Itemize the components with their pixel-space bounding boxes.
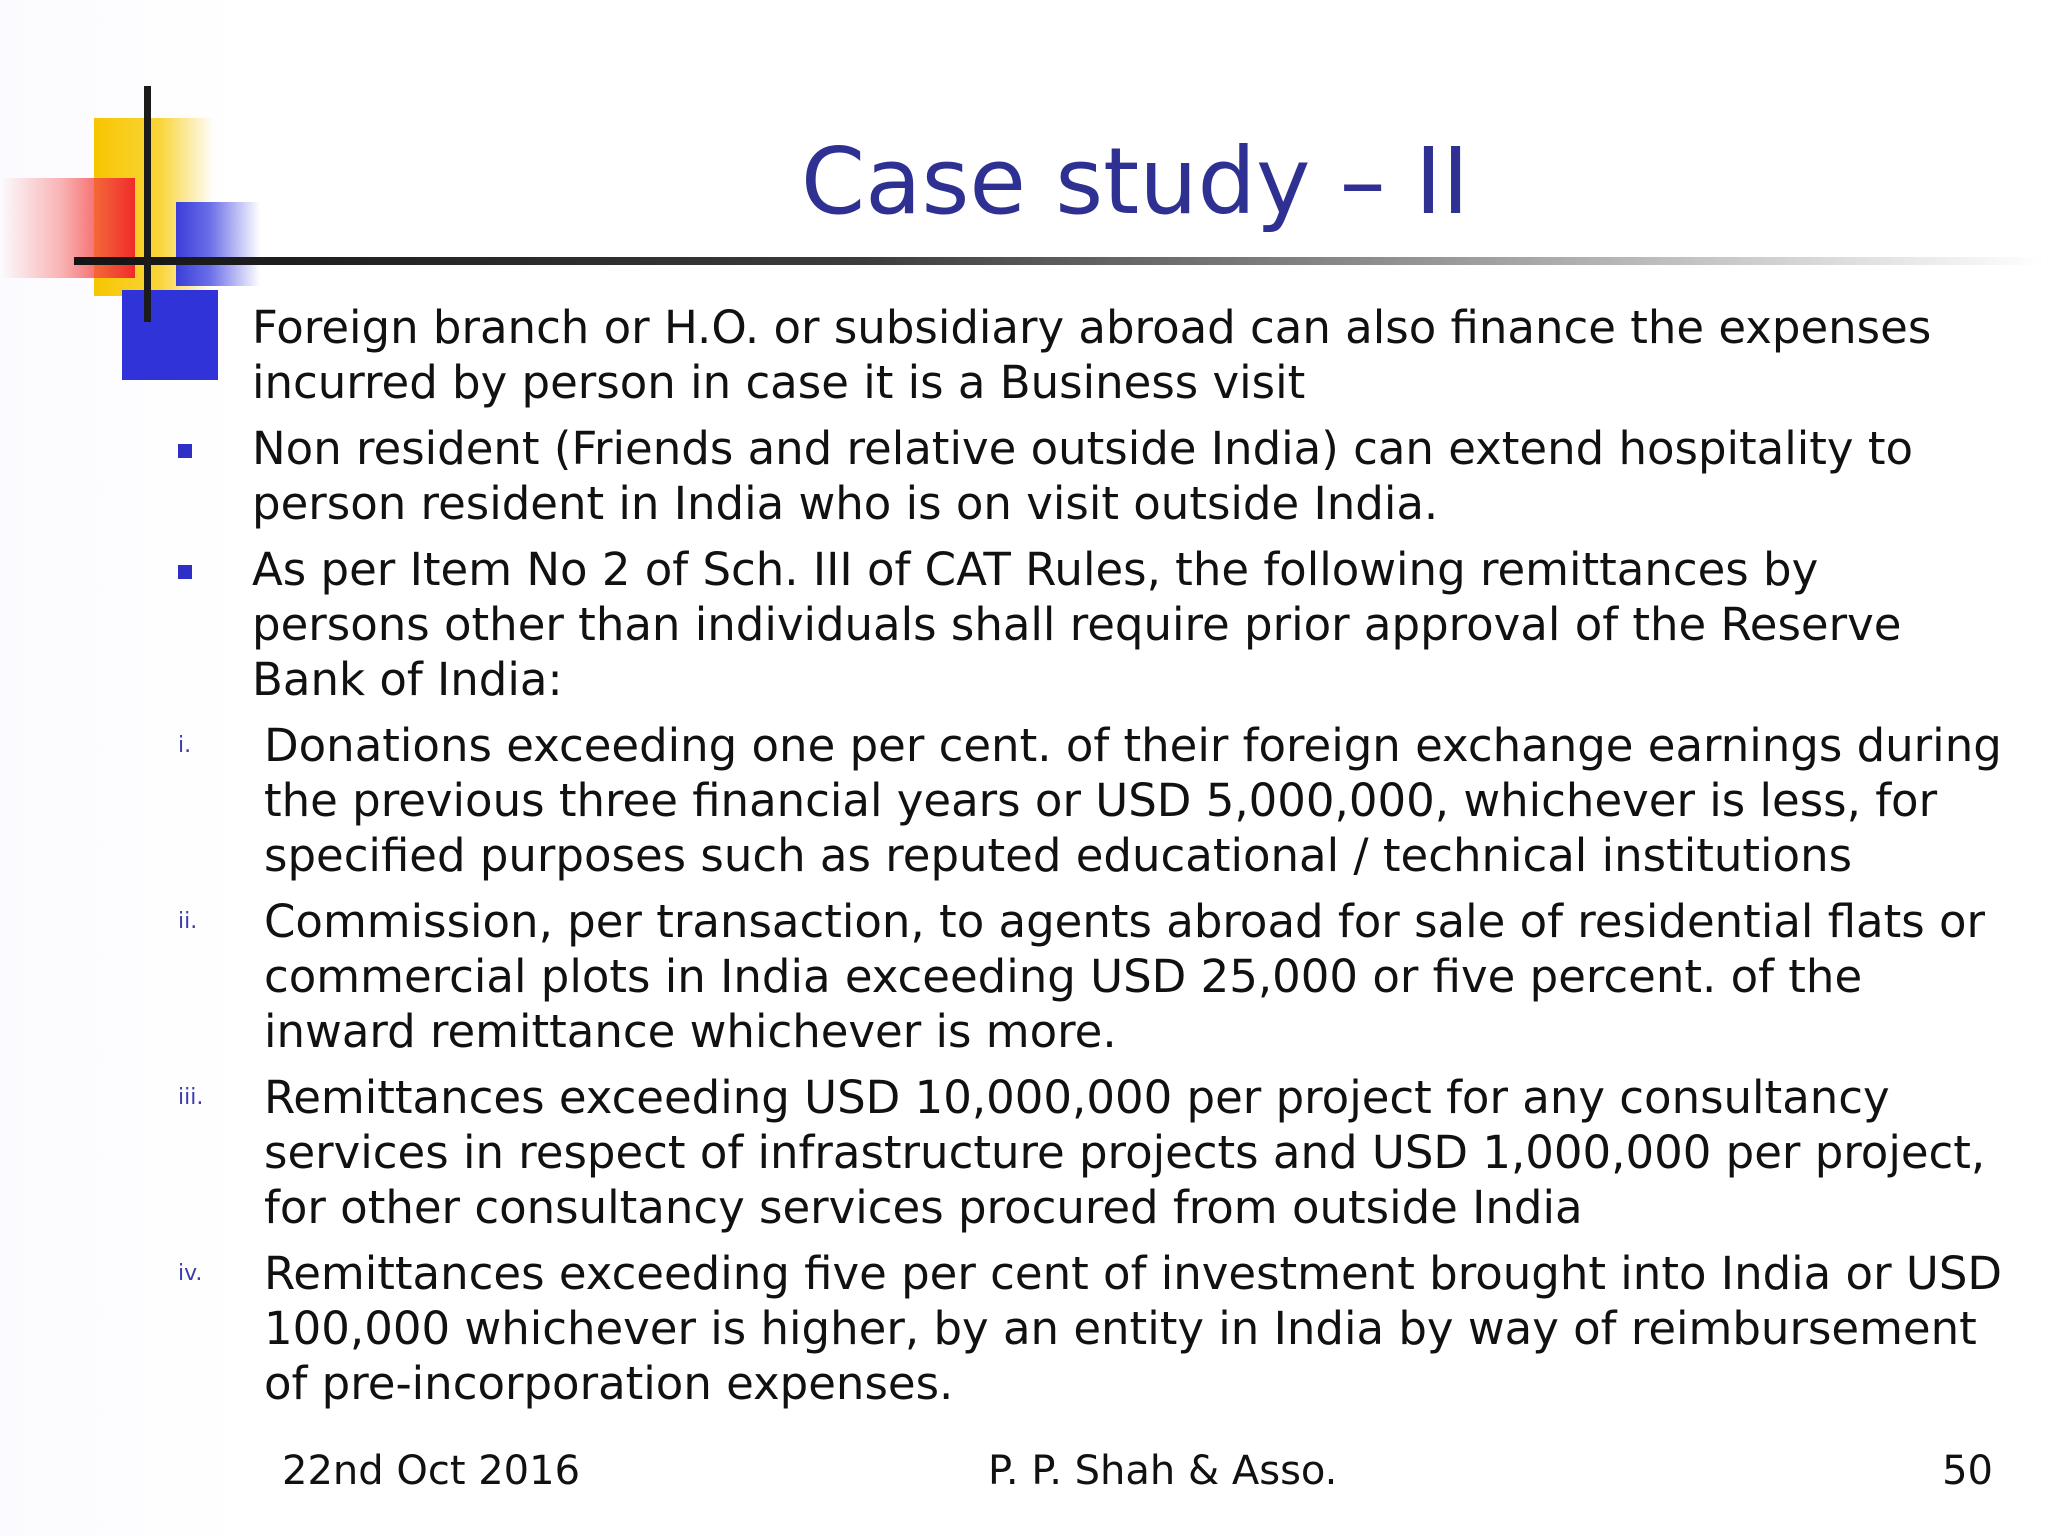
roman-numeral-marker: iii. (178, 1085, 204, 1110)
bullet-item (0, 300, 2048, 410)
roman-numeral-marker: i. (178, 733, 192, 758)
roman-numeral-marker: iv. (178, 1261, 203, 1286)
slide-number: 50 (1942, 1448, 1993, 1494)
numbered-item-text: Remittances exceeding USD 10,000,000 per project for any consultancy services in respect of infrastructure projects and USD 1,000,000 per project, for other consultancy services procured from outside India (264, 1071, 1986, 1234)
footer-date: 22nd Oct 2016 (282, 1448, 581, 1494)
numbered-item-text: Remittances exceeding five per cent of investment brought into India or USD 100,000 whichever is higher, by an entity in India by way of reimbursement of pre-incorporation expenses. (264, 1247, 2003, 1410)
slide-content (0, 300, 2048, 1411)
bullet-text: Non resident (Friends and relative outside India) can extend hospitality to person resident in India who is on visit outside India. (252, 422, 1914, 530)
numbered-item (0, 1070, 2048, 1235)
numbered-item-text: Commission, per transaction, to agents abroad for sale of residential flats or commercial plots in India exceeding USD 25,000 or five percent. of the inward remittance whichever is more. (264, 895, 1986, 1058)
numbered-item (0, 718, 2048, 883)
footer-organization: P. P. Shah & Asso. (988, 1448, 1338, 1494)
numbered-item-text: Donations exceeding one per cent. of their foreign exchange earnings during the previous three financial years or USD 5,000,000, whichever is less, for specified purposes such as reputed educational / technical institutions (264, 719, 2002, 882)
numbered-item (0, 1246, 2048, 1411)
bullet-text: As per Item No 2 of Sch. III of CAT Rules, the following remittances by persons other than individuals shall require prior approval of the Reserve Bank of India: (252, 543, 1902, 706)
title-underline-rule (74, 257, 2044, 265)
bullet-text: Foreign branch or H.O. or subsidiary abroad can also finance the expenses incurred by person in case it is a Business visit (252, 301, 1932, 409)
bullet-item (0, 421, 2048, 531)
numbered-item (0, 894, 2048, 1059)
roman-numeral-marker: ii. (178, 909, 198, 934)
square-bullet-icon (178, 542, 192, 579)
bullet-item (0, 542, 2048, 707)
square-bullet-icon (178, 421, 192, 458)
slide-title: Case study – II (800, 128, 1470, 235)
